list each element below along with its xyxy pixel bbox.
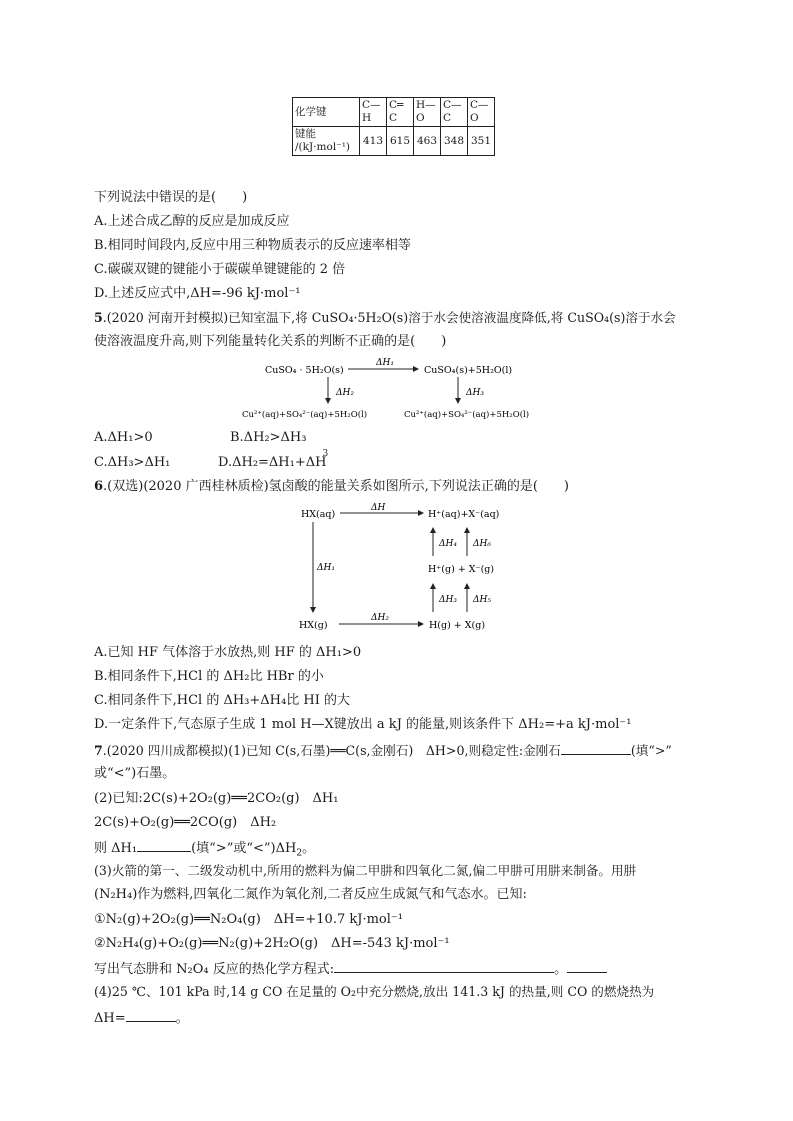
q7-text: 。	[302, 841, 316, 856]
diagram-label: ΔH₂	[336, 388, 354, 398]
diagram-label: Cu²⁺(aq)+SO₄²⁻(aq)+5H₂O(l)	[404, 410, 530, 420]
question-number: 5	[94, 310, 103, 325]
table-cell: 463	[414, 127, 441, 156]
table-cell	[387, 98, 414, 127]
q7-part2-eq1: (2)已知:2C(s)+2O₂(g)══2CO₂(g) ΔH₁	[94, 791, 339, 806]
q4-option-b: B.相同时间段内,反应中用三种物质表示的反应速率相等	[94, 238, 411, 253]
question-number: 6	[94, 479, 104, 494]
diagram-label: ΔH	[371, 503, 386, 513]
table-cell	[441, 98, 468, 127]
q6-stem	[94, 479, 569, 495]
table-cell	[414, 98, 441, 127]
table-cell	[360, 98, 387, 127]
q5-option-b: B.ΔH₂>ΔH₃	[230, 430, 307, 445]
diagram-label: ΔH₆	[473, 539, 491, 549]
answer-blank-tail	[567, 960, 607, 973]
q6-option-b: B.相同条件下,HCl 的 ΔH₂比 HBr 的小	[94, 669, 324, 684]
q7-part4-line2	[94, 1009, 189, 1027]
table-cell: 615	[387, 127, 414, 156]
q5-stem-text: .(2020 河南开封模拟)已知室温下,将 CuSO₄·5H₂O(s)溶于水会使溶液温度降低,将 CuSO₄(s)溶于水会	[102, 310, 676, 325]
q7-text: (填“>”或“<”)ΔH	[191, 841, 297, 856]
option-text: D.ΔH₂=ΔH₁+ΔH	[218, 455, 327, 470]
cell-line: C═	[389, 99, 404, 111]
cell-line: O	[470, 112, 479, 124]
diagram-label: ΔH₃	[466, 388, 484, 398]
q6-stem-text: .(双选)(2020 广西桂林质检)氢卤酸的能量关系如图所示,下列说法正确的是( )	[103, 479, 569, 494]
table-cell	[468, 98, 495, 127]
cell-line: H—	[416, 99, 436, 111]
table-row	[293, 127, 495, 156]
q7-text: ΔH=	[94, 1011, 126, 1026]
q6-option-a: A.已知 HF 气体溶于水放热,则 HF 的 ΔH₁>0	[94, 645, 362, 660]
diagram-label: ΔH₁	[376, 358, 394, 368]
answer-blank[interactable]	[334, 960, 554, 973]
cell-line: C—	[470, 99, 489, 111]
q5-option-a: A.ΔH₁>0	[94, 430, 153, 445]
diagram-label: ΔH₃	[439, 595, 457, 605]
diagram-label: CuSO₄ · 5H₂O(s)	[265, 365, 344, 376]
q7-part2-question	[94, 839, 315, 862]
q4-option-d: D.上述反应式中,ΔH=-96 kJ·mol⁻¹	[94, 286, 301, 301]
diagram-label: H⁺(aq)+X⁻(aq)	[428, 509, 500, 520]
q7-text: (填“>”	[630, 743, 672, 758]
q5-option-c: C.ΔH₃>ΔH₁	[94, 455, 171, 470]
diagram-label: CuSO₄(s)+5H₂O(l)	[424, 365, 513, 376]
subscript: 2	[296, 848, 303, 859]
bond-energy-table	[292, 97, 495, 156]
diagram-label: ΔH₄	[439, 539, 457, 549]
q7-part1-cont: 或“<”)石墨。	[94, 766, 176, 781]
cell-line: C	[389, 112, 398, 124]
diagram-label: ΔH₁	[317, 563, 335, 573]
cell-line: O	[416, 112, 425, 124]
table-header-energy	[293, 127, 360, 156]
q6-option-c: C.相同条件下,HCl 的 ΔH₃+ΔH₄比 HI 的大	[94, 693, 350, 708]
cell-line: H	[362, 112, 372, 124]
cell-line: /(kJ·mol⁻¹)	[295, 141, 351, 153]
diagram-label: Cu²⁺(aq)+SO₄²⁻(aq)+5H₂O(l)	[242, 410, 368, 420]
option-subscript: 3	[322, 449, 329, 459]
cell-line: 键能	[295, 128, 316, 140]
q7-part1	[94, 742, 672, 759]
cell-line: C—	[362, 99, 381, 111]
diagram-label: HX(aq)	[301, 509, 336, 520]
q4-stem: 下列说法中错误的是( )	[94, 190, 248, 205]
cell-line: C—	[443, 99, 462, 111]
q7-part3-line1: (3)火箭的第一、二级发动机中,所用的燃料为偏二甲肼和四氧化二氮,偏二甲肼可用肼来制备。用肼	[94, 863, 637, 878]
q7-part3-question	[94, 960, 607, 978]
cell-line: C	[443, 112, 452, 124]
q7-text: 写出气态肼和 N₂O₄ 反应的热化学方程式:	[94, 962, 335, 977]
table-cell: 351	[468, 127, 495, 156]
q4-option-a: A.上述合成乙醇的反应是加成反应	[94, 214, 290, 229]
q7-text: 。	[554, 962, 568, 977]
table-header-bond: 化学键	[293, 98, 360, 127]
q6-energy-diagram	[295, 500, 520, 635]
q7-text: 则 ΔH₁	[94, 841, 138, 856]
diagram-label: ΔH₂	[371, 613, 389, 623]
answer-blank[interactable]	[561, 742, 631, 755]
q4-option-c: C.碳碳双键的键能小于碳碳单键键能的 2 倍	[94, 262, 346, 277]
diagram-label: H(g) + X(g)	[429, 620, 486, 631]
answer-blank[interactable]	[126, 1009, 176, 1022]
table-cell: 413	[360, 127, 387, 156]
answer-blank[interactable]	[137, 839, 191, 852]
q7-part3-eq1: ①N₂(g)+2O₂(g)══N₂O₄(g) ΔH=+10.7 kJ·mol⁻¹	[94, 912, 403, 927]
q5-stem-line2: 使溶液温度升高,则下列能量转化关系的判断不正确的是( )	[94, 334, 447, 349]
q7-part3-eq2: ②N₂H₄(g)+O₂(g)══N₂(g)+2H₂O(g) ΔH=-543 kJ·mol⁻¹	[94, 936, 450, 951]
q7-text: .(2020 四川成都模拟)(1)已知 C(s,石墨)══C(s,金刚石) ΔH>0,则稳定性:金刚石	[102, 743, 561, 758]
q5-option-d	[218, 449, 332, 472]
q5-stem-line1	[94, 310, 676, 326]
q7-part4-line1: (4)25 ℃、101 kPa 时,14 g CO 在足量的 O₂中充分燃烧,放出 141.3 kJ 的热量,则 CO 的燃烧热为	[94, 984, 655, 999]
question-number: 7	[94, 743, 103, 758]
diagram-label: H⁺(g) + X⁻(g)	[428, 564, 495, 575]
table-cell: 348	[441, 127, 468, 156]
diagram-label: ΔH₅	[473, 595, 491, 605]
q7-part3-line2: (N₂H₄)作为燃料,四氧化二氮作为氧化剂,二者反应生成氮气和气态水。已知:	[94, 887, 527, 902]
q7-part2-eq2: 2C(s)+O₂(g)══2CO(g) ΔH₂	[94, 815, 277, 830]
q6-option-d: D.一定条件下,气态原子生成 1 mol H—X键放出 a kJ 的能量,则该条件下 ΔH₂=+a kJ·mol⁻¹	[94, 717, 632, 732]
q7-text: 。	[175, 1011, 189, 1026]
q5-energy-diagram	[242, 355, 540, 425]
table-row	[293, 98, 495, 127]
diagram-label: HX(g)	[299, 620, 328, 631]
